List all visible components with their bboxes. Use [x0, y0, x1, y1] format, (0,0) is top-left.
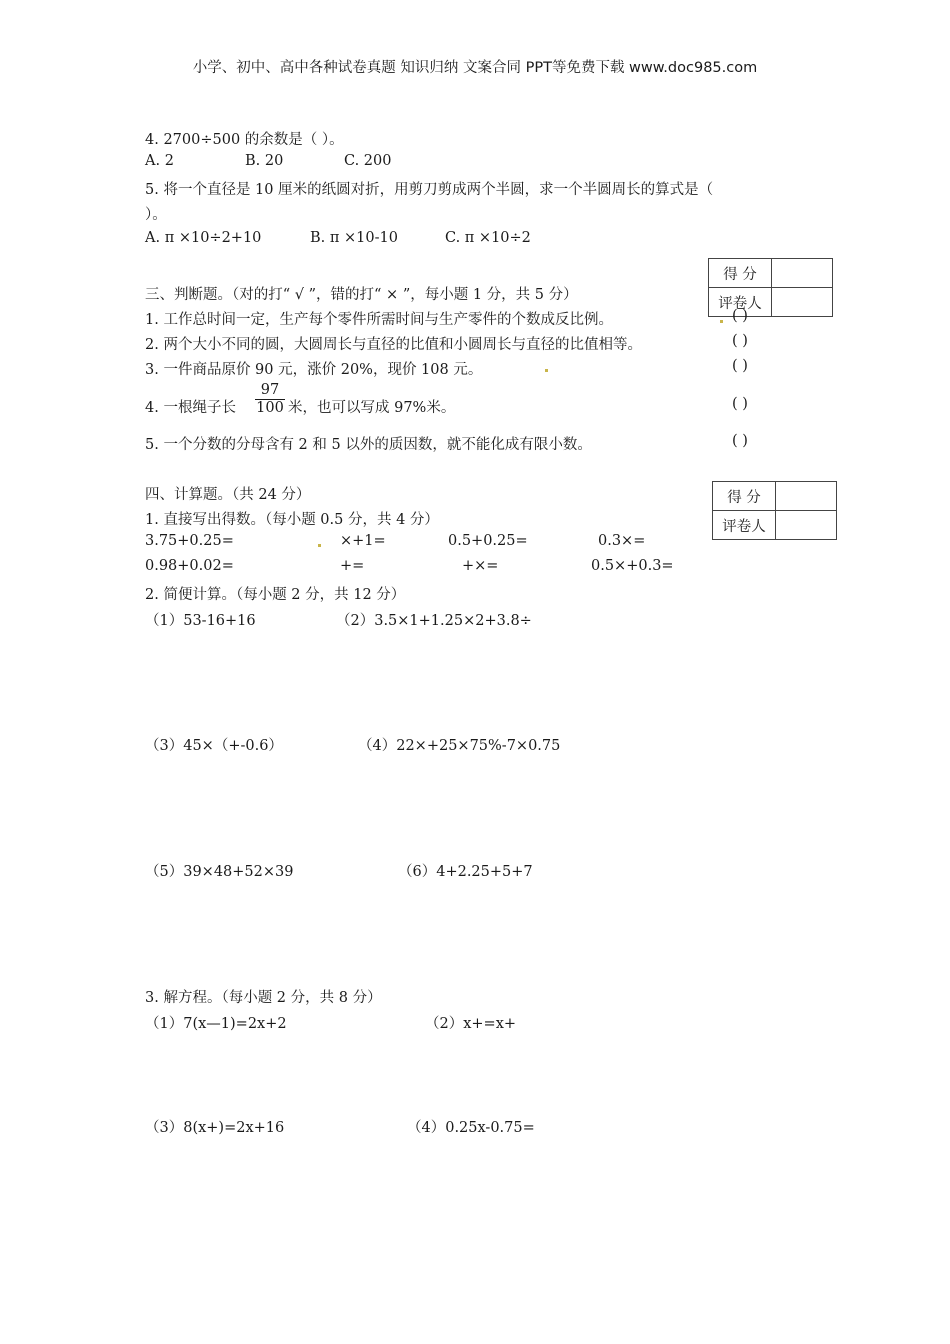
fraction-numerator: 97 [255, 382, 285, 400]
reviewer-label: 评卷人 [709, 288, 772, 317]
simple-item: （1）53-16+16 [145, 613, 256, 629]
score-label: 得 分 [713, 482, 776, 511]
judge-paren-1[interactable]: ( ) [732, 308, 748, 324]
equation-item: （4）0.25x-0.75= [407, 1120, 535, 1136]
judge-item-2: 2. 两个大小不同的圆，大圆周长与直径的比值和小圆周长与直径的比值相等。 [145, 337, 642, 353]
choice-q5-option-b: B. π ×10-10 [310, 230, 398, 246]
fraction [255, 382, 285, 417]
reviewer-cell[interactable] [772, 288, 833, 317]
judge-paren-4[interactable]: ( ) [732, 396, 748, 412]
judge-title: 三、判断题。（对的打“ √ ”，错的打“ × ”，每小题 1 分，共 5 分） [145, 287, 578, 303]
choice-q5-cont: ）。 [145, 207, 167, 223]
scan-speck [545, 369, 548, 372]
choice-q4: 4. 2700÷500 的余数是（ ）。 [145, 132, 344, 148]
direct-item: += [340, 558, 365, 574]
score-cell[interactable] [772, 259, 833, 288]
calc-score-box [712, 481, 837, 540]
reviewer-label: 评卷人 [713, 511, 776, 540]
score-cell[interactable] [776, 482, 837, 511]
calc-sub1: 1. 直接写出得数。（每小题 0.5 分，共 4 分） [145, 512, 439, 528]
judge-item-1: 1. 工作总时间一定，生产每个零件所需时间与生产零件的个数成反比例。 [145, 312, 613, 328]
choice-q5-option-c: C. π ×10÷2 [445, 230, 531, 246]
reviewer-cell[interactable] [776, 511, 837, 540]
direct-item: ×+1= [340, 533, 386, 549]
choice-q4-option-a: A. 2 [145, 153, 174, 169]
direct-item: 0.98+0.02= [145, 558, 234, 574]
direct-item: 0.5×+0.3= [591, 558, 674, 574]
judge-paren-2[interactable]: ( ) [732, 333, 748, 349]
equation-item: （3）8(x+)=2x+16 [145, 1120, 285, 1136]
calc-sub3: 3. 解方程。（每小题 2 分，共 8 分） [145, 990, 382, 1006]
direct-item: 0.5+0.25= [448, 533, 528, 549]
simple-item: （4）22×+25×75%-7×0.75 [358, 738, 561, 754]
judge-paren-3[interactable]: ( ) [732, 358, 748, 374]
direct-item: +×= [462, 558, 499, 574]
judge-item-4-suffix: 米，也可以写成 97%米。 [288, 400, 456, 416]
simple-item: （5）39×48+52×39 [145, 864, 294, 880]
simple-item: （3）45×（+-0.6） [145, 738, 283, 754]
choice-q4-option-b: B. 20 [245, 153, 284, 169]
equation-item: （1）7(x—1)=2x+2 [145, 1016, 287, 1032]
direct-item: 0.3×= [598, 533, 646, 549]
judge-paren-5[interactable]: ( ) [732, 433, 748, 449]
equation-item: （2）x+=x+ [425, 1016, 517, 1032]
judge-item-4: 4. 一根绳子长 [145, 400, 236, 416]
judge-item-3: 3. 一件商品原价 90 元，涨价 20%，现价 108 元。 [145, 362, 483, 378]
fraction-denominator: 100 [256, 400, 284, 416]
simple-item: （2）3.5×1+1.25×2+3.8÷ [336, 613, 532, 629]
choice-q5-option-a: A. π ×10÷2+10 [145, 230, 262, 246]
choice-q5: 5. 将一个直径是 10 厘米的纸圆对折，用剪刀剪成两个半圆，求一个半圆周长的算式是（ [145, 182, 714, 198]
scan-speck [318, 544, 321, 547]
judge-score-box [708, 258, 833, 317]
direct-item: 3.75+0.25= [145, 533, 234, 549]
judge-item-5: 5. 一个分数的分母含有 2 和 5 以外的质因数，就不能化成有限小数。 [145, 437, 592, 453]
calc-sub2: 2. 简便计算。（每小题 2 分，共 12 分） [145, 587, 406, 603]
score-label: 得 分 [709, 259, 772, 288]
calc-title: 四、计算题。（共 24 分） [145, 487, 311, 503]
choice-q4-option-c: C. 200 [344, 153, 392, 169]
scan-speck [720, 320, 723, 323]
simple-item: （6）4+2.25+5+7 [398, 864, 533, 880]
page-header: 小学、初中、高中各种试卷真题 知识归纳 文案合同 PPT等免费下载 www.doc985.com [192, 60, 758, 76]
